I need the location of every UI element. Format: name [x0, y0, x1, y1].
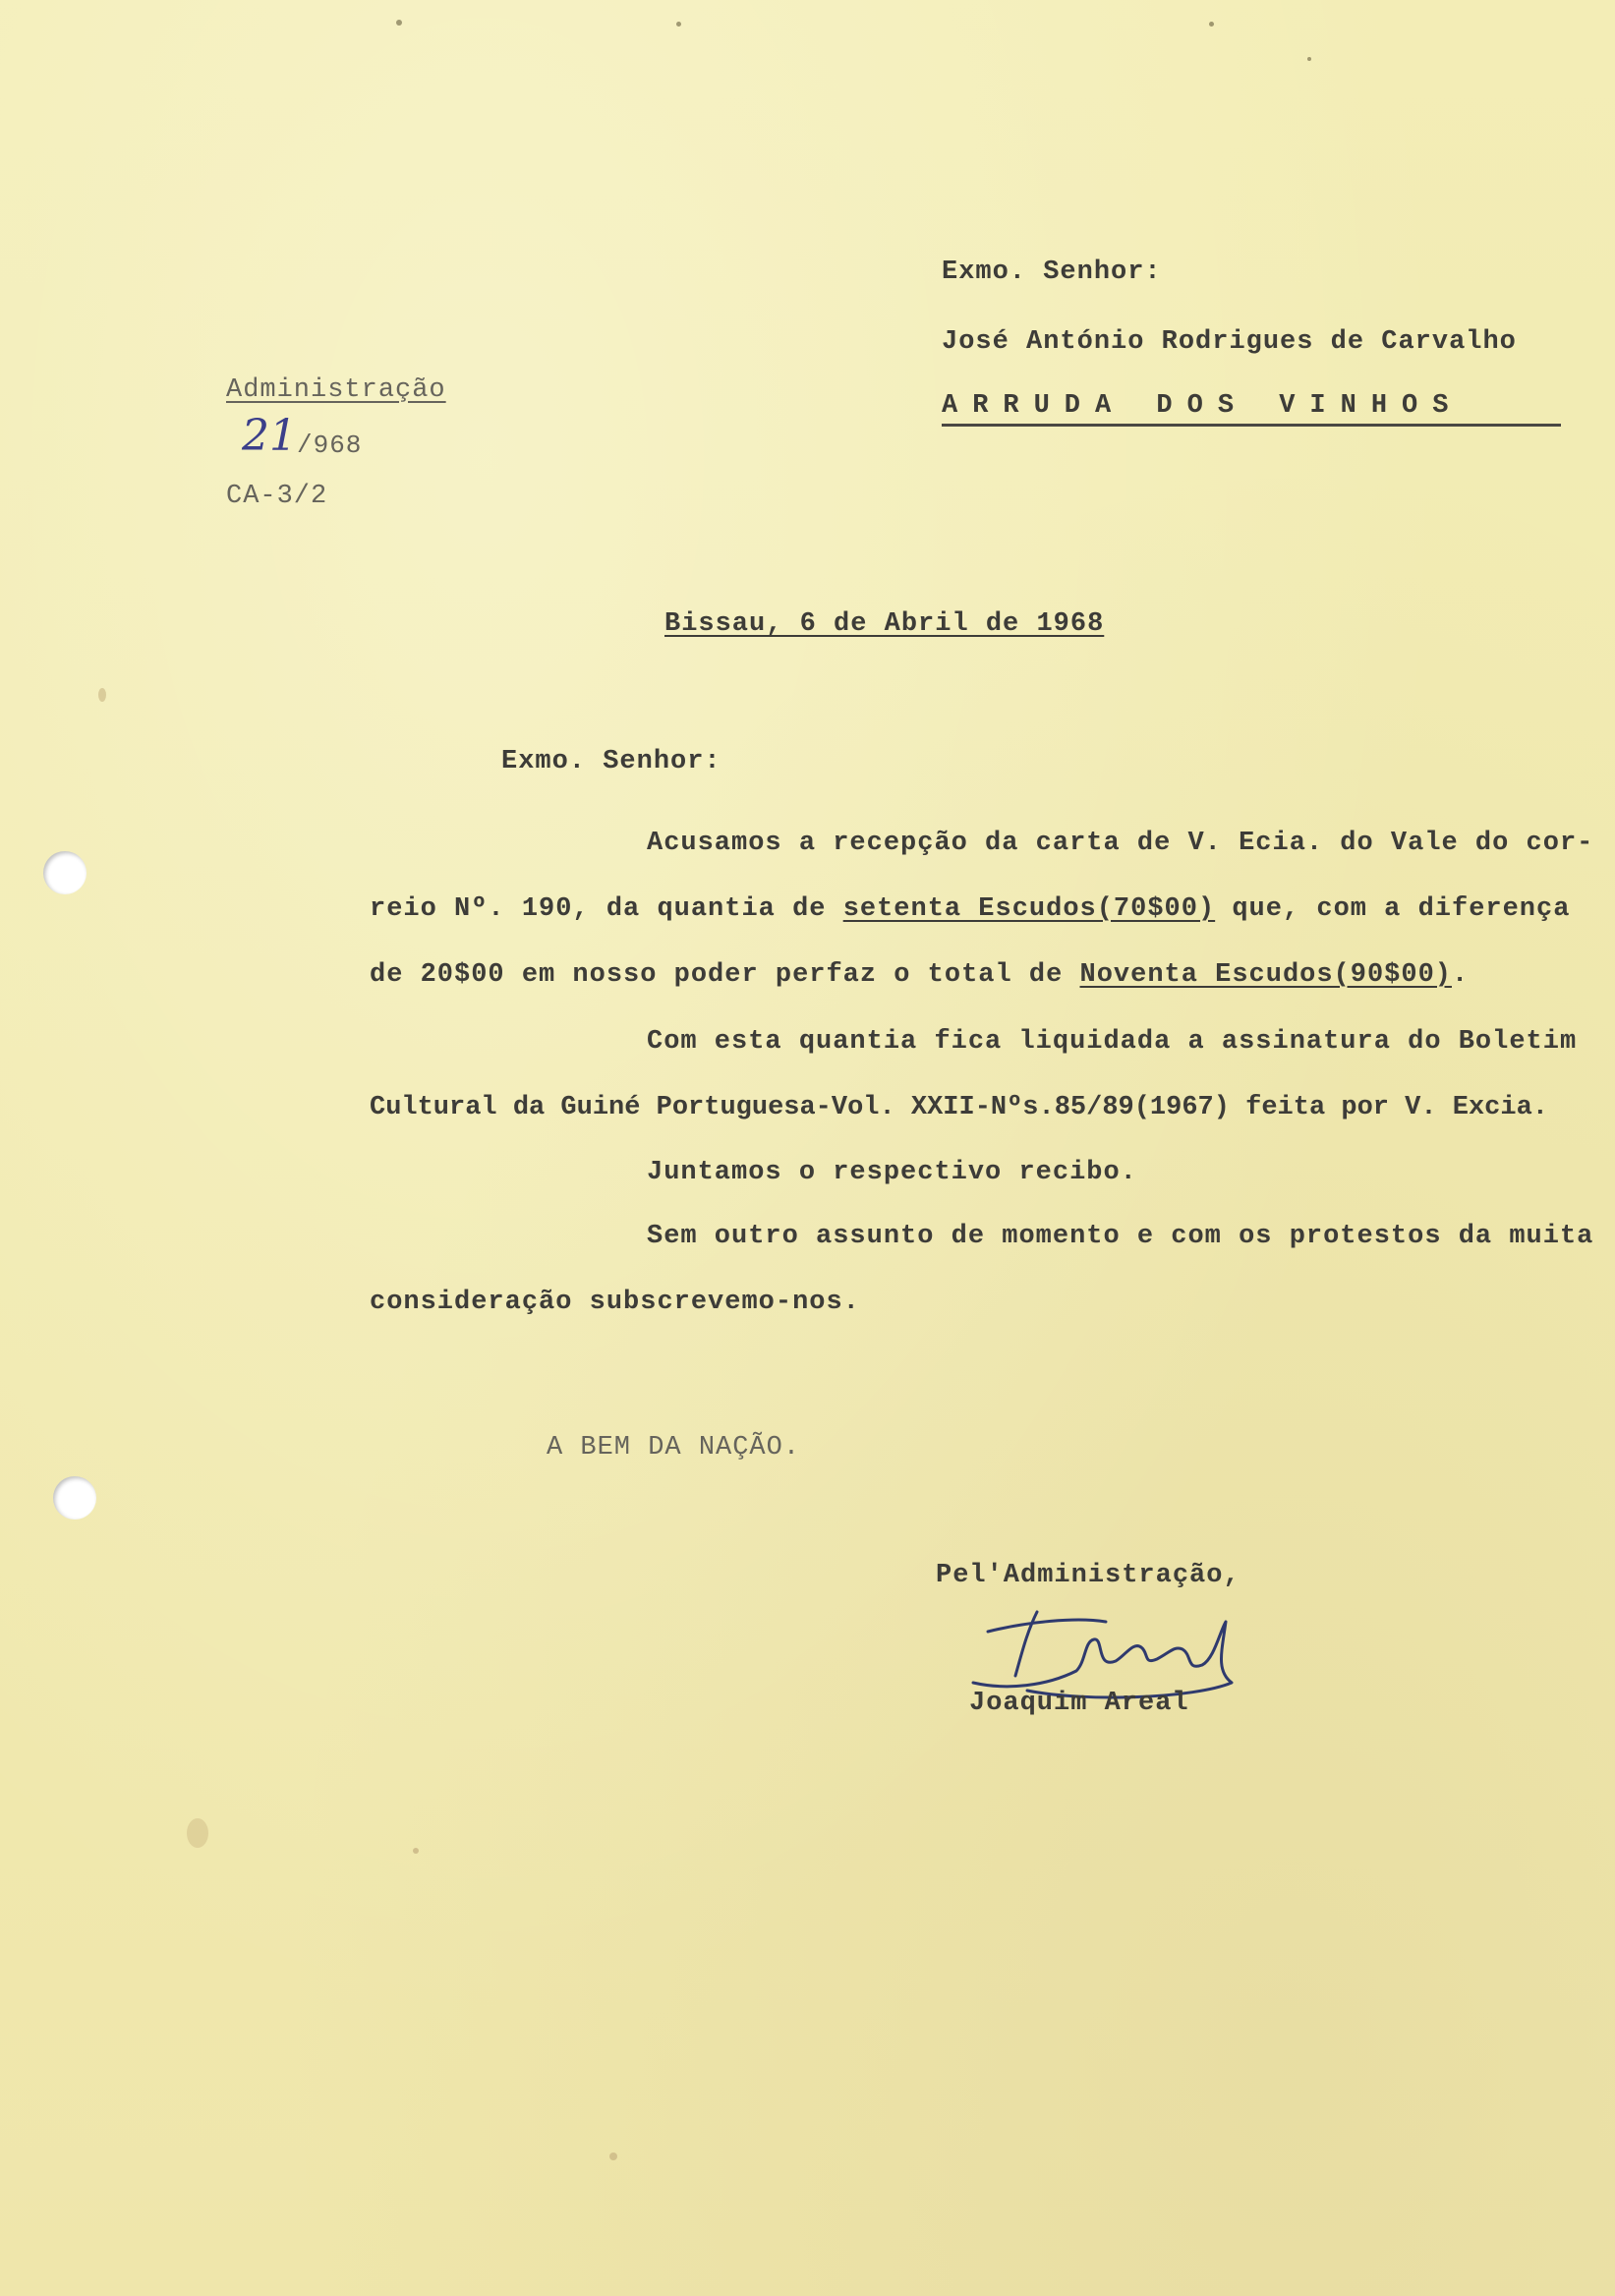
- signature-on-behalf: Pel'Administração,: [936, 1561, 1240, 1590]
- greeting: Exmo. Senhor:: [501, 747, 721, 776]
- reference-year: /968: [297, 430, 363, 460]
- body-p3-line1: Juntamos o respectivo recibo.: [647, 1158, 1137, 1187]
- punch-hole-bottom: [53, 1476, 96, 1520]
- date-line: Bissau, 6 de Abril de 1968: [664, 609, 1105, 639]
- paper-speck: [609, 2152, 617, 2160]
- address-underline: [942, 424, 1561, 427]
- handwritten-signature: [968, 1592, 1243, 1700]
- punch-hole-top: [43, 851, 87, 894]
- signer-name: Joaquim Areal: [969, 1689, 1189, 1718]
- paper-speck: [1307, 57, 1311, 61]
- recipient-salutation: Exmo. Senhor:: [942, 258, 1162, 287]
- reference-number-handwritten: 21: [242, 411, 297, 461]
- body-p4-line1: Sem outro assunto de momento e com os protestos da muita: [647, 1222, 1594, 1251]
- body-p1-line1: Acusamos a recepção da carta de V. Ecia. do Vale do cor-: [647, 829, 1594, 858]
- body-p2-line1: Com esta quantia fica liquidada a assinatura do Boletim: [647, 1027, 1578, 1057]
- paper-speck: [676, 22, 681, 27]
- body-p4-line2: consideração subscrevemo-nos.: [370, 1288, 860, 1317]
- body-p1-line3: de 20$00 em nosso poder perfaz o total de Noventa Escudos(90$00).: [370, 960, 1470, 990]
- body-p1-line2: reio Nº. 190, da quantia de setenta Escudos(70$00) que, com a diferença: [370, 894, 1571, 924]
- paper-speck: [396, 20, 402, 26]
- amount-ninety: Noventa Escudos(90$00): [1079, 960, 1452, 990]
- recipient-place: ARRUDA DOS VINHOS: [942, 391, 1464, 421]
- paper-speck: [187, 1818, 208, 1848]
- closing-motto: A BEM DA NAÇÃO.: [547, 1433, 801, 1463]
- reference-code: CA-3/2: [226, 482, 328, 511]
- body-p2-line2: Cultural da Guiné Portuguesa-Vol. XXII-Nºs.85/89(1967) feita por V. Excia.: [370, 1093, 1548, 1122]
- reference-department: Administração: [226, 375, 446, 405]
- paper-speck: [413, 1848, 419, 1854]
- amount-seventy: setenta Escudos(70$00): [842, 894, 1216, 924]
- paper-speck: [1209, 22, 1214, 27]
- recipient-name: José António Rodrigues de Carvalho: [942, 327, 1517, 357]
- paper-speck: [98, 688, 106, 702]
